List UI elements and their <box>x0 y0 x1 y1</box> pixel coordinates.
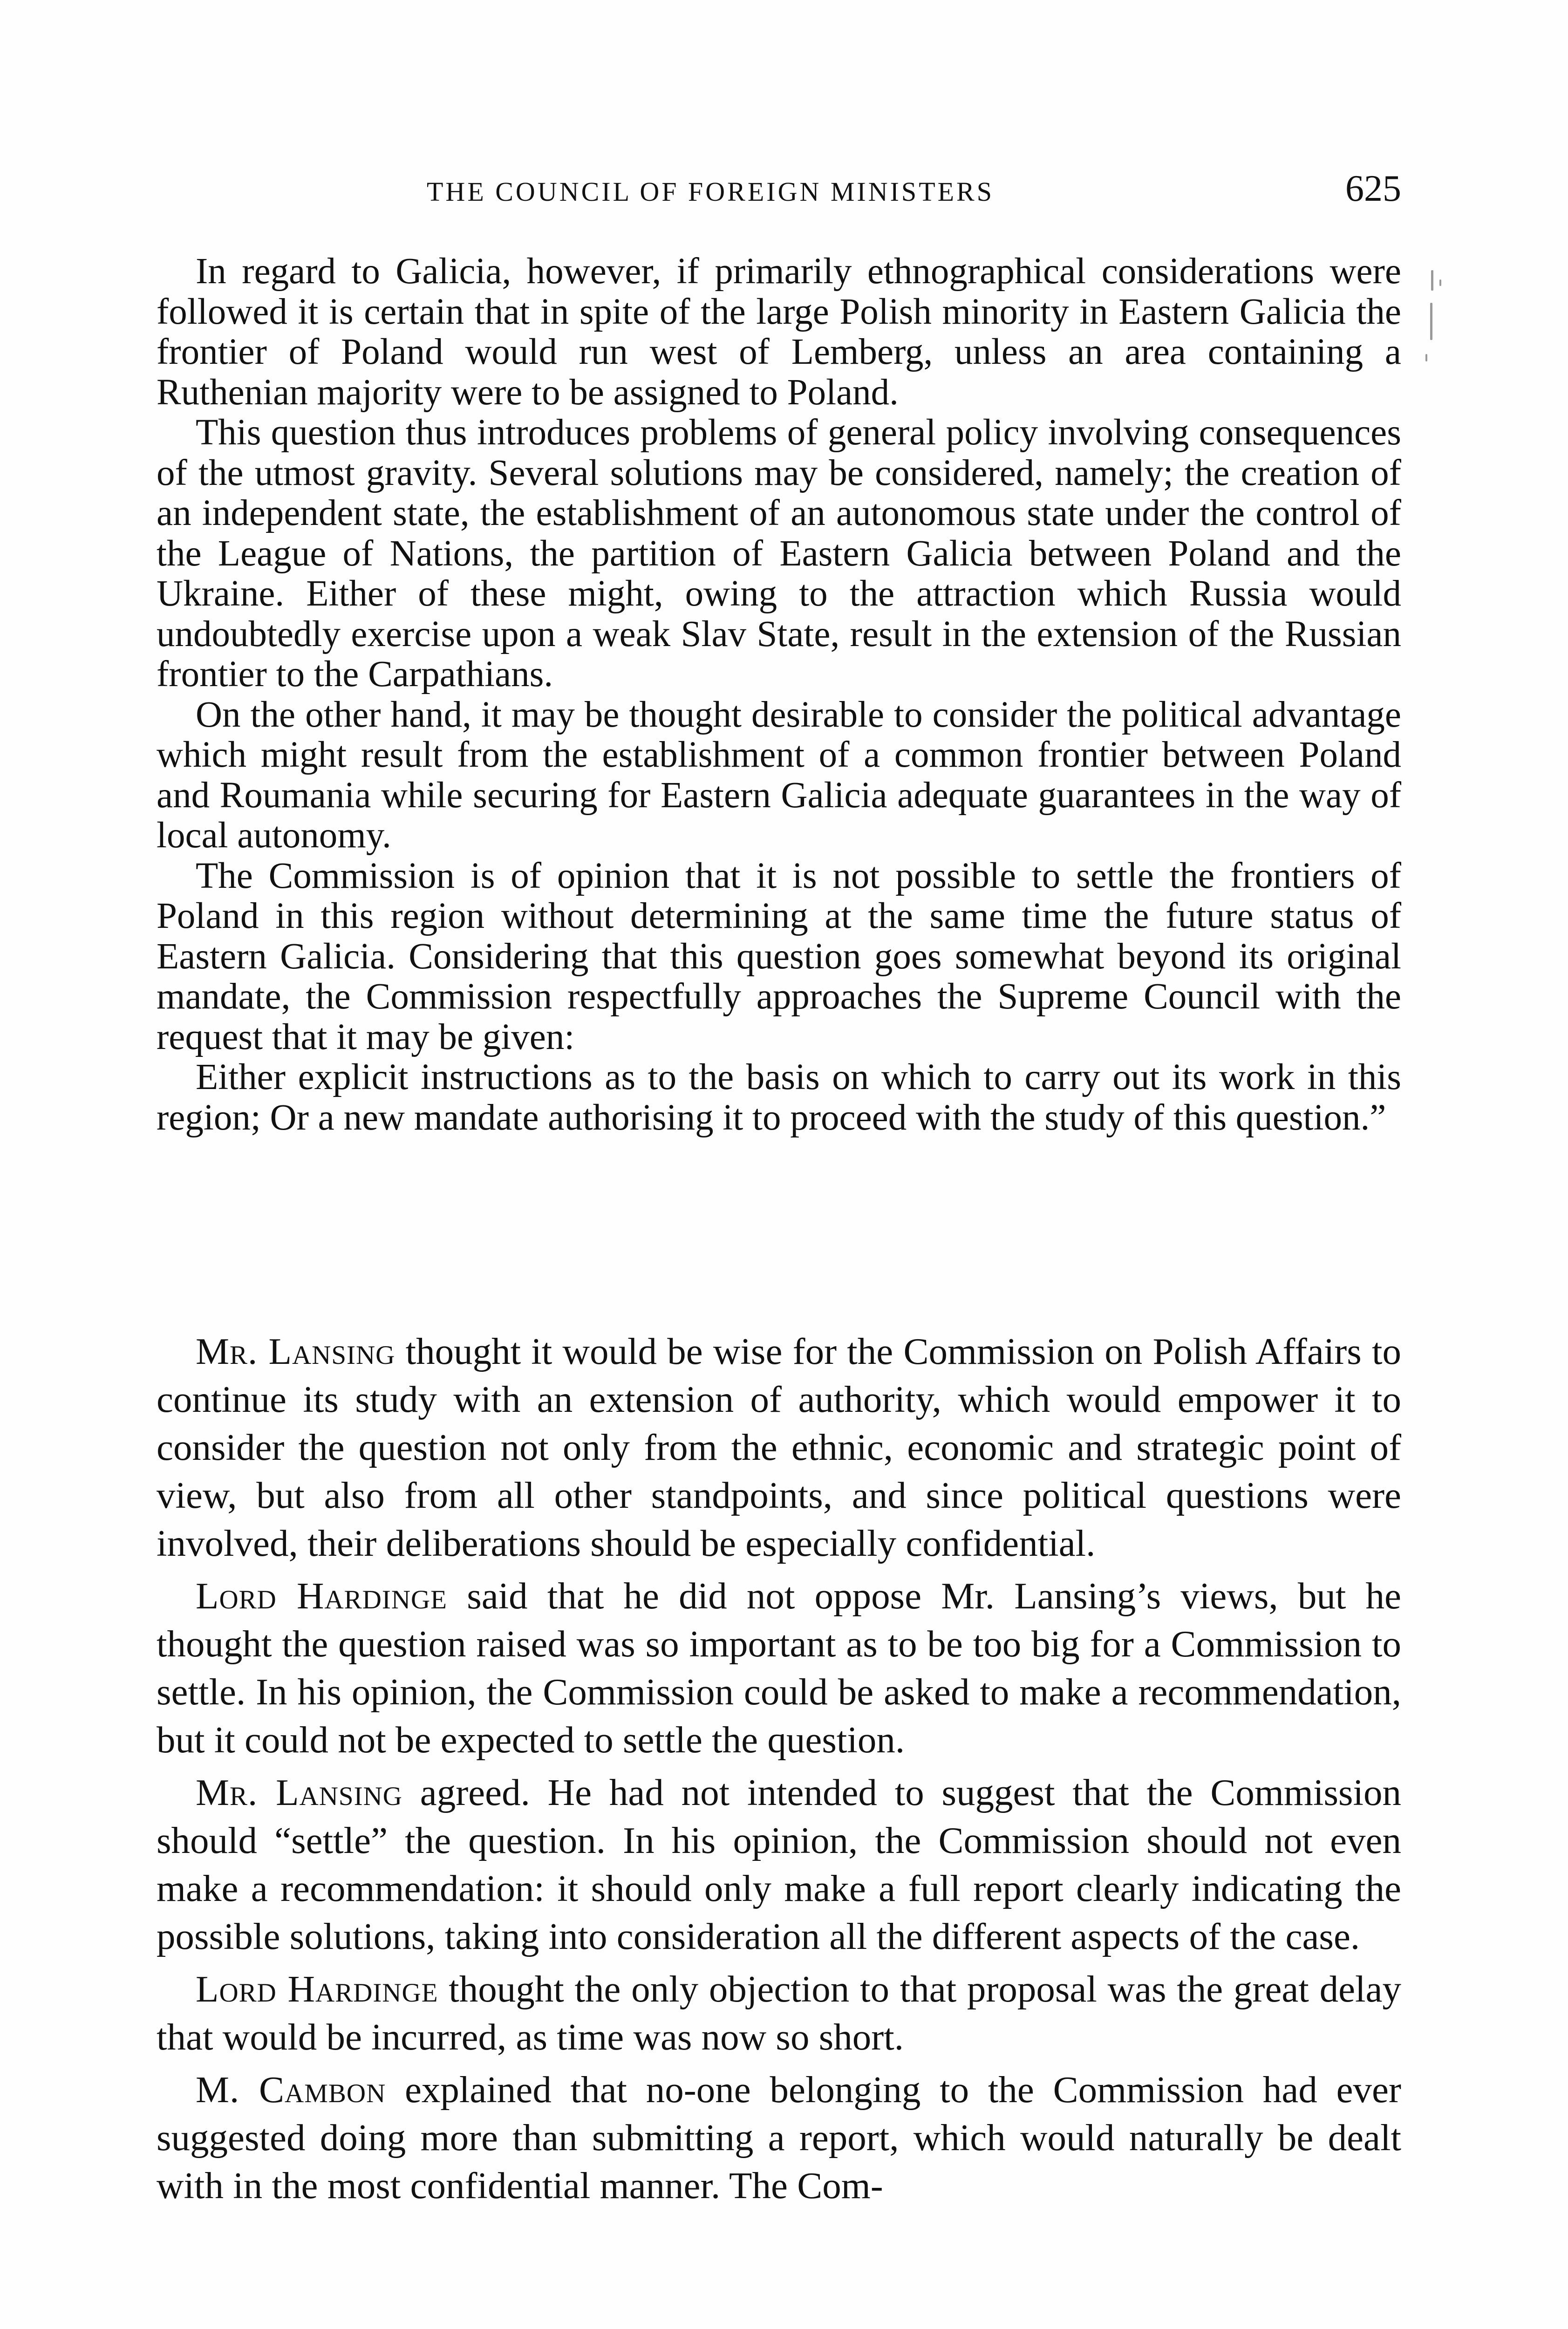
discussion-paragraph <box>157 1965 1401 2061</box>
speaker-name: Lord Hardinge <box>196 1575 447 1617</box>
speech-text: thought it would be wise for the Commission on Polish Affairs to continue its study with an extension of authority, which would empower it to consider the question not only from the ethnic, economic and strategic point of view, but also from all other standpoints, and since political questions were involved, their deliberations should be especially confidential. <box>157 1330 1402 1564</box>
minutes-discussion <box>157 1328 1401 2214</box>
speaker-name: Lord Hardinge <box>196 1968 438 2010</box>
discussion-paragraph <box>157 1328 1401 1567</box>
discussion-paragraph <box>157 1572 1401 1764</box>
speaker-name: Mr. Lansing <box>196 1771 402 1813</box>
quoted-report <box>157 252 1401 1138</box>
page-number: 625 <box>1345 168 1401 209</box>
speech-text: agreed. He had not intended to suggest that the Commission should “settle” the question. In his opinion, the Commission should not even make a recommendation: it should only make a full report clearly indicating the possible solutions, taking into consideration all the different aspects of the case. <box>157 1771 1401 1957</box>
running-title: THE COUNCIL OF FOREIGN MINISTERS <box>427 177 994 207</box>
quote-paragraph: Either explicit instructions as to the basis on which to carry out its work in this region; Or a new mandate authorising it to proceed with the study of this question.” <box>157 1057 1401 1138</box>
scan-speck <box>1431 270 1433 291</box>
quote-paragraph: On the other hand, it may be thought desirable to consider the political advantage which might result from the establishment of a common frontier between Poland and Roumania while securing for Eastern Galicia adequate guarantees in the way of local autonomy. <box>157 694 1401 856</box>
speaker-name: Mr. Lansing <box>196 1330 395 1372</box>
quote-paragraph: This question thus introduces problems of general policy involving consequences of the utmost gravity. Several solutions may be considered, namely; the creation of an independent state, the establishment of an autonomous state under the control of the League of Nations, the partition of Eastern Galicia between Poland and the Ukraine. Either of these might, owing to the attraction which Russia would undoubtedly exercise upon a weak Slav State, result in the extension of the Russian frontier to the Carpathians. <box>157 412 1401 695</box>
discussion-paragraph <box>157 2066 1401 2210</box>
page-header <box>157 168 1401 219</box>
speech-text: thought the only objection to that proposal was the great delay that would be incurred, as time was now so short. <box>157 1968 1401 2058</box>
scan-speck <box>1425 354 1427 361</box>
quote-paragraph: In regard to Galicia, however, if primarily ethnographical considerations were followed it is certain that in spite of the large Polish minority in Eastern Galicia the frontier of Poland would run west of Lemberg, unless an area containing a Ruthenian majority were to be assigned to Poland. <box>157 251 1401 413</box>
discussion-paragraph <box>157 1769 1401 1961</box>
speaker-name: M. Cambon <box>196 2069 386 2111</box>
scan-speck <box>1439 279 1441 286</box>
quote-paragraph: The Commission is of opinion that it is not possible to settle the frontiers of Poland in this region without determining at the same time the future status of Eastern Galicia. Considering that this question goes somewhat beyond its original mandate, the Commission respectfully approaches the Supreme Council with the request that it may be given: <box>157 855 1401 1057</box>
speech-text: said that he did not oppose Mr. Lansing’s views, but he thought the question raised was so important as to be too big for a Commission to settle. In his opinion, the Commission could be asked to make a recommendation, but it could not be expected to settle the question. <box>157 1575 1402 1761</box>
scan-speck <box>1430 303 1432 340</box>
speech-text: explained that no-one belonging to the Commission had ever suggested doing more than submitting a report, which would naturally be dealt with in the most confidential manner. The Com- <box>157 2069 1401 2206</box>
